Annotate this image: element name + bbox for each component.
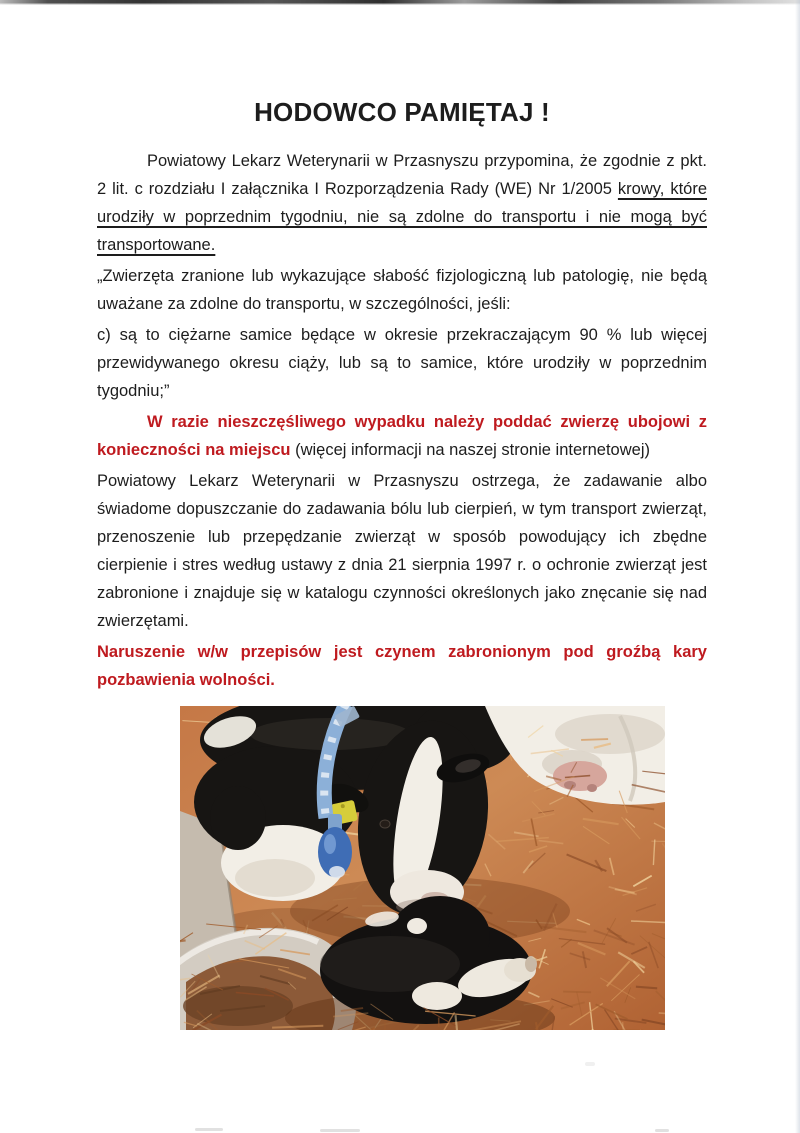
scan-artifact-smudge (320, 1129, 360, 1132)
page-title: HODOWCO PAMIĘTAJ ! (254, 97, 550, 127)
cow-calf-photo-drawing (180, 706, 665, 1030)
warning-slaughter-note-text: (więcej informacji na naszej stronie internetowej) (290, 441, 650, 459)
paragraph-point-c: c) są to ciężarne samice będące w okresie przekraczającym 90 % lub więcej przewidywanego okresu ciąży, lub są to samice, które urodziły w poprzednim tygodniu;” (97, 326, 707, 400)
scan-artifact-top-line (0, 0, 800, 5)
calf-forehead-spot (407, 918, 427, 934)
warning-slaughter-red-text: W razie nieszczęśliwego wypadku należy poddać zwierzę ubojowi z konieczności na miejscu (97, 413, 707, 459)
cow-calf-photo (180, 706, 665, 1030)
scan-artifact-smudge (655, 1129, 669, 1132)
eye (380, 820, 390, 828)
paragraph-intro (97, 147, 707, 259)
document-body (97, 97, 707, 1030)
paragraph-warning-law: Powiatowy Lekarz Weterynarii w Przasnyszu ostrzega, że zadawanie albo świadome dopuszczanie do zadawania bólu lub cierpień, w tym transport zwierząt, przenoszenie lub przepędzanie zwierząt w sposób powodujący ich zbędne cierpienie i stres według ustawy z dnia 21 sierpnia 1997 r. o ochronie zwierząt jest zabronione i znajduje się w katalogu czynności określonych jako znęcanie się nad zwierzętami. (97, 472, 707, 630)
paragraph-warning-slaughter (97, 408, 707, 464)
paragraph-intro-underlined-text: krowy, które urodziły w poprzednim tygodniu, nie są zdolne do transportu i nie mogą być transportowane. (97, 180, 707, 254)
scan-artifact-smudge (195, 1128, 223, 1131)
paragraph-regulation-quote: „Zwierzęta zranione lub wykazujące słabość fizjologiczną lub patologię, nie będą uważane za zdolne do transportu, w szczególności, jeśli: (97, 267, 707, 313)
scan-artifact-right-edge (795, 0, 800, 1133)
paragraph-warning-penalty: Naruszenie w/w przepisów jest czynem zabronionym pod groźbą kary pozbawienia wolności. (97, 643, 707, 689)
paragraph-intro-text: Powiatowy Lekarz Weterynarii w Przasnyszu przypomina, że zgodnie z pkt. 2 lit. c rozdziału I załącznika I Rozporządzenia Rady (WE) Nr 1/2005 (97, 152, 707, 198)
scan-artifact-smudge (585, 1062, 595, 1066)
